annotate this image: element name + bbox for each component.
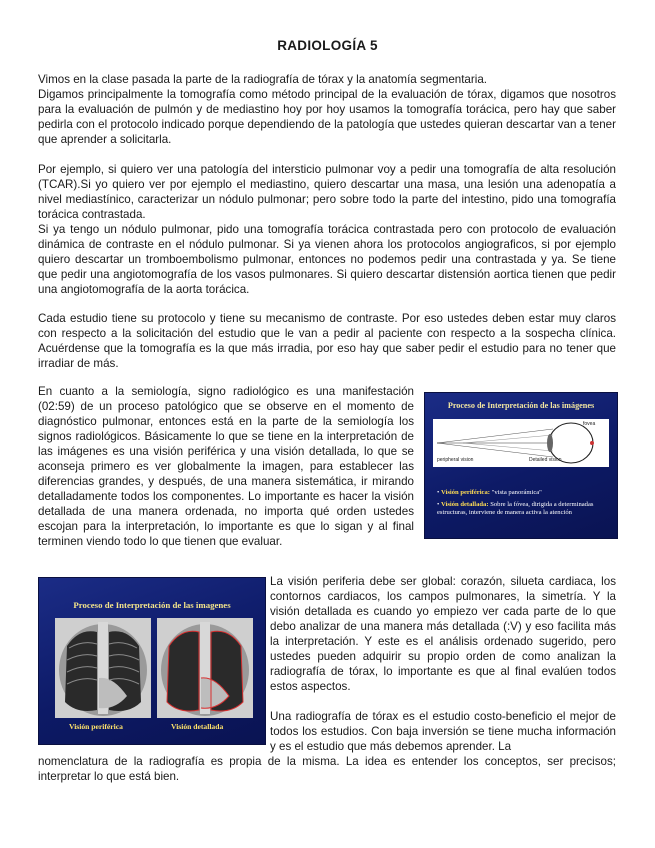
bullet-2-term: Visión detallada: bbox=[440, 501, 489, 508]
slide-eye-title: Proceso de Interpretación de las imágenes bbox=[447, 401, 595, 410]
paragraph-costbenefit-end: nomenclatura de la radiografía es propia de la misma. La idea es entender los conceptos, ser precisos; interpretar lo que está bien. bbox=[38, 755, 616, 783]
detailed-vision-label: Detailed vision bbox=[529, 457, 562, 463]
xray-right-image bbox=[157, 618, 253, 718]
paragraph-nodule: Si ya tengo un nódulo pulmonar, pido una tomografía torácica contrastada pero con protocolo de evaluación dinámica de contraste en el nódulo pulmonar. Si ya vienen ahora los protocolos angiograficos, si por ejemplo quiero descartar un tromboembolismo pulmonar, entonces no podemos pedir una contrastada y ya. Se tiene que pedir una angiotomografía de los vasos pulmonares. Si quiero descartar distensión aortica tienen que pedir una angiotomografía de la aorta torácica. bbox=[38, 223, 616, 296]
bullet-1-text: "vista panorámica" bbox=[489, 489, 542, 496]
paragraph-vision: La visión periferia debe ser global: corazón, silueta cardiaca, los contornos cardiacos, los campos pulmonares, la simetría. Y la visión detallada es cuando yo empiezo ver cada parte de lo que debo analizar de una manera más detallada (:V) y eso facilita más la interpretación. Y este es el análisis ordenado sugerido, pero ustedes pueden adquirir su propio orden de como analizan la radiografía de tórax, lo importante es que al final evalúen todos estos aspectos. bbox=[270, 575, 616, 693]
slide-eye-bullet-2: • Visión detallada: Sobre la fóvea, dirigida a determinadas estructuras, interviene de manera activa la atención bbox=[437, 501, 594, 516]
xray-left-image bbox=[55, 618, 151, 718]
fovea-label: fovea bbox=[583, 421, 596, 427]
xray-label-peripheral: Visión periférica bbox=[69, 722, 123, 731]
peripheral-vision-label: peripheral vision bbox=[437, 457, 474, 463]
slide-xray-interpretation bbox=[38, 577, 266, 745]
page-title: RADIOLOGÍA 5 bbox=[277, 38, 378, 53]
paragraph-protocol: Cada estudio tiene su protocolo y tiene su mecanismo de contraste. Por eso ustedes deben estar muy claros con respecto a la solicitación del estudio que le van a pedir al paciente con respecto a la sospecha clínica. Acuérdense que la tomografía es la que más irradia, por eso hay que saber pedir el estudio para no tener que irradiar de más. bbox=[38, 312, 616, 370]
xray-label-detailed: Visión detallada bbox=[171, 722, 224, 731]
paragraph-tomography: Digamos principalmente la tomografía como método principal de la evaluación de tórax, digamos que nosotros para la evaluación de pulmón y de mediastino hoy por hoy usamos la tomografía torácica, pero hay que saber pedirla con el protocolo indicado porque dependiendo de la patología que ustedes quieran descartar van a tener que aprender a solicitarla. bbox=[38, 88, 616, 146]
eye-diagram bbox=[433, 419, 609, 467]
slide-eye-bullet-1: • Visión periférica: "vista panorámica" bbox=[437, 489, 542, 496]
slide-xray-title: Proceso de Interpretación de las imagenes bbox=[73, 600, 231, 610]
paragraph-intro: Vimos en la clase pasada la parte de la radiografía de tórax y la anatomía segmentaria. bbox=[38, 73, 487, 86]
bullet-2-text: Sobre la fóvea, dirigida a determinadas estructuras, interviene de manera activa la atención bbox=[437, 501, 594, 516]
slide-eye-interpretation bbox=[424, 392, 618, 539]
paragraph-semiology: En cuanto a la semiología, signo radiológico es una manifestación (02:59) de un proceso patológico que se observe en el momento de diagnóstico pulmonar, entonces está en la parte de la semiología los signos radiológicos. Básicamente lo que se tiene en la interpretación de las imágenes es una visión periférica y una visión detallada, lo que se aconseja primero es ver globalmente la imagen, para establecer las diferencias grandes, y después, de una manera sistemática, ir mirando detalladamente todos los componentes. Lo importante es hacer la visión detallada de una manera ordenada, no importa qué orden ustedes escojan para la interpretación, lo importante es que lo sigan y al final terminen viendo todo lo que tienen que evaluar. bbox=[38, 385, 414, 548]
paragraph-example: Por ejemplo, si quiero ver una patología del intersticio pulmonar voy a pedir una tomografía de alta resolución (TCAR).Si yo quiero ver por ejemplo el mediastino, quiero descartar una masa, una lesión una adenopatía a nivel mediastínico, caracterizar un nódulo pulmonar; pero sobre todo la parte del intestino, pido una tomografía torácica contrastada. bbox=[38, 163, 616, 221]
paragraph-costbenefit-start: Una radiografía de tórax es el estudio costo-beneficio el mejor de todos los estudios. Con baja inversión se tiene mucha información y es el estudio que más debemos aprender. La bbox=[270, 710, 616, 753]
bullet-1-term: Visión periférica: bbox=[440, 489, 490, 496]
